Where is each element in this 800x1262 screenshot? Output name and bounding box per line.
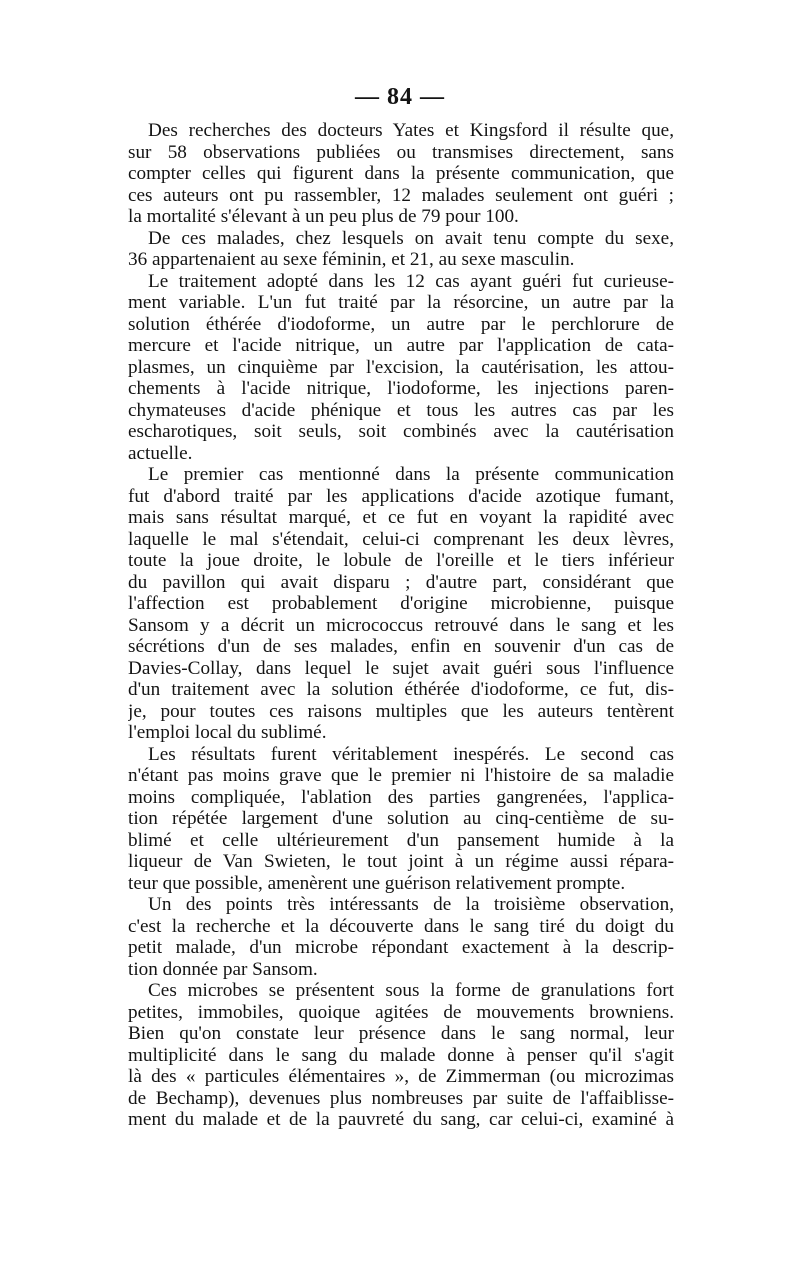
paragraph [128,744,674,895]
text-line: sur 58 observations publiées ou transmises directement, sans [128,141,674,163]
text-line: Ces microbes se présentent sous la forme de granulations fort [148,980,674,1001]
text-line: laquelle le mal s'étendait, celui-ci comprenant les deux lèvres, [128,528,674,550]
text-line: tion donnée par Sansom. [128,958,318,980]
text-line: Davies-Collay, dans lequel le sujet avait guéri sous l'influence [128,657,674,679]
text-line: chymateuses d'acide phénique et tous les autres cas par les [128,399,674,421]
text-line: chements à l'acide nitrique, l'iodoforme, les injections paren- [128,378,674,399]
text-line: la mortalité s'élevant à un peu plus de 79 pour 100. [128,206,519,227]
text-line: là des « particules élémentaires », de Zimmerman (ou microzimas [128,1066,674,1087]
text-line: ces auteurs ont pu rassembler, 12 malades seulement ont guéri ; [128,184,674,206]
text-line: 36 appartenaient au sexe féminin, et 21, au sexe masculin. [128,249,575,270]
text-line: De ces malades, chez lesquels on avait tenu compte du sexe, [148,227,674,249]
text-line: tion répétée largement d'une solution au cinq-centième de su- [128,808,674,829]
paragraph [128,464,674,744]
text-line: teur que possible, amenèrent une guérison relativement prompte. [128,872,626,894]
text-line: compter celles qui figurent dans la présente communication, que [128,163,674,184]
text-line: sécrétions d'un de ses malades, enfin en souvenir d'un cas de [128,636,674,657]
text-line: toute la joue droite, le lobule de l'oreille et le tiers inférieur [128,550,674,571]
text-line: moins compliquée, l'ablation des parties gangrenées, l'applica- [128,786,674,808]
text-line: Sansom y a décrit un micrococcus retrouvé dans le sang et les [128,614,674,636]
text-line: c'est la recherche et la découverte dans le sang tiré du doigt du [128,915,674,937]
text-line: petit malade, d'un microbe répondant exactement à la descrip- [128,937,674,958]
text-line: liqueur de Van Swieten, le tout joint à un régime aussi répara- [128,851,674,872]
text-line: solution éthérée d'iodoforme, un autre par le perchlorure de [128,313,674,335]
text-line: escharotiques, soit seuls, soit combinés avec la cautérisation [128,421,674,442]
text-line: Un des points très intéressants de la troisième observation, [148,894,674,915]
text-line: fut d'abord traité par les applications d'acide azotique fumant, [128,485,674,507]
text-line: ment variable. L'un fut traité par la résorcine, un autre par la [128,292,674,313]
text-line: de Bechamp), devenues plus nombreuses par suite de l'affaiblisse- [128,1087,674,1109]
text-line: n'étant pas moins grave que le premier ni l'histoire de sa maladie [128,765,674,786]
text-line: Les résultats furent véritablement inespérés. Le second cas [148,743,674,765]
text-line: d'un traitement avec la solution éthérée d'iodoforme, ce fut, dis- [128,679,674,700]
text-line: l'emploi local du sublimé. [128,722,327,743]
text-line: plasmes, un cinquième par l'excision, la cautérisation, les attou- [128,356,674,378]
text-line: multiplicité dans le sang du malade donne à penser qu'il s'agit [128,1044,674,1066]
text-line: blimé et celle ultérieurement d'un pansement humide à la [128,829,674,851]
text-line: mais sans résultat marqué, et ce fut en voyant la rapidité avec [128,507,674,528]
paragraph [128,120,674,228]
text-line: du pavillon qui avait disparu ; d'autre part, considérant que [128,571,674,593]
text-line: ment du malade et de la pauvreté du sang, car celui-ci, examiné à [128,1109,674,1130]
text-line: actuelle. [128,442,193,464]
paragraph [128,228,674,271]
text-line: Bien qu'on constate leur présence dans le sang normal, leur [128,1023,674,1044]
text-line: je, pour toutes ces raisons multiples que les auteurs tentèrent [128,700,674,722]
text-line: l'affection est probablement d'origine microbienne, puisque [128,593,674,614]
text-line: Des recherches des docteurs Yates et Kingsford il résulte que, [148,120,674,141]
text-line: Le premier cas mentionné dans la présente communication [148,464,674,485]
paragraph [128,894,674,980]
text-line: mercure et l'acide nitrique, un autre par l'application de cata- [128,335,674,356]
body-text [128,120,674,1131]
text-line: Le traitement adopté dans les 12 cas ayant guéri fut curieuse- [148,270,674,292]
paragraph [128,271,674,465]
paragraph [128,980,674,1131]
text-line: petites, immobiles, quoique agitées de mouvements browniens. [128,1001,674,1023]
page-number: — 84 — [355,84,445,110]
